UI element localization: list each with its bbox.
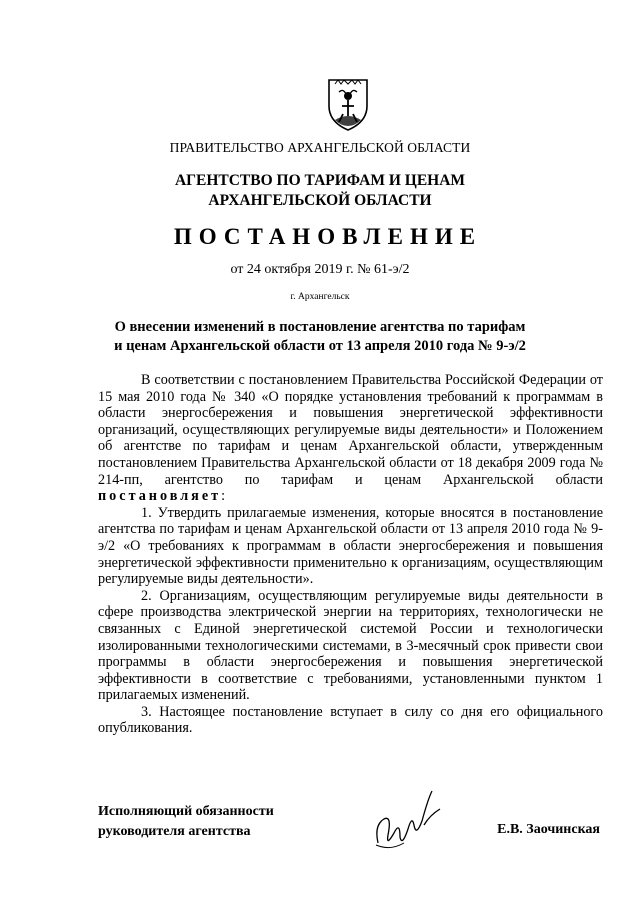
document-type: ПОСТАНОВЛЕНИЕ	[173, 224, 483, 249]
agency-name-line1: АГЕНТСТВО ПО ТАРИФАМ И ЦЕНАМ	[174, 172, 466, 189]
position-line1: Исполняющий обязанности	[98, 804, 274, 819]
signatory-name: Е.В. Заочинская	[497, 822, 600, 837]
government-name: ПРАВИТЕЛЬСТВО АРХАНГЕЛЬСКОЙ ОБЛАСТИ	[169, 140, 471, 155]
paragraph-item-1: 1. Утвердить прилагаемые изменения, которые вносятся в постановление агентства по тарифам и ценам Архангельской области от 13 апреля 2010 года № 9-э/2 «О требованиях к программам в области энергосбережения и повышения энергетической эффективности применительно к организациям, осуществляющим регулируемые виды деятельности».	[98, 504, 603, 588]
agency-name	[0, 171, 640, 211]
subject-line2: и ценам Архангельской области от 13 апреля 2010 года № 9-э/2	[114, 338, 526, 354]
coat-of-arms-icon	[325, 76, 371, 132]
resolves-word: постановляет	[98, 488, 222, 505]
subject-line1: О внесении изменений в постановление агентства по тарифам	[114, 319, 526, 335]
paragraph-item-3: 3. Настоящее постановление вступает в силу со дня его официального опубликования.	[98, 703, 603, 737]
handwritten-signature-icon	[370, 785, 450, 855]
agency-name-line2: АРХАНГЕЛЬСКОЙ ОБЛАСТИ	[208, 192, 432, 209]
preamble-text: В соответствии с постановлением Правительства Российской Федерации от 15 мая 2010 года № 340 «О порядке установления требований к программам в области энергосбережения и повышения энергетической эффективности организаций, осуществляющих регулируемые виды деятельности» и Положением об агентстве по тарифам и ценам Архангельской области, утвержденным постановлением Правительства Архангельской области от 18 декабря 2009 года № 214-пп, агентство по тарифам и ценам Архангельской области	[98, 372, 603, 488]
signatory-position	[98, 802, 274, 842]
document-city: г. Архангельск	[290, 292, 350, 302]
document-subject	[0, 318, 640, 356]
preamble-end: :	[221, 488, 226, 505]
position-line2: руководителя агентства	[98, 824, 251, 839]
paragraph-preamble	[98, 372, 603, 505]
paragraph-item-2: 2. Организациям, осуществляющим регулируемые виды деятельности в сфере производства электрической энергии на территориях, технологически не связанных с Единой энергетической системой России и технологически изолированными технологическими системами, в 3-месячный срок привести свои программы в области энергосбережения и повышения энергетической эффективности в соответствие с требованиями, установленными пунктом 1 прилагаемых изменений.	[98, 587, 603, 704]
document-date-number: от 24 октября 2019 г. № 61-э/2	[230, 262, 410, 277]
document-body	[98, 372, 603, 737]
